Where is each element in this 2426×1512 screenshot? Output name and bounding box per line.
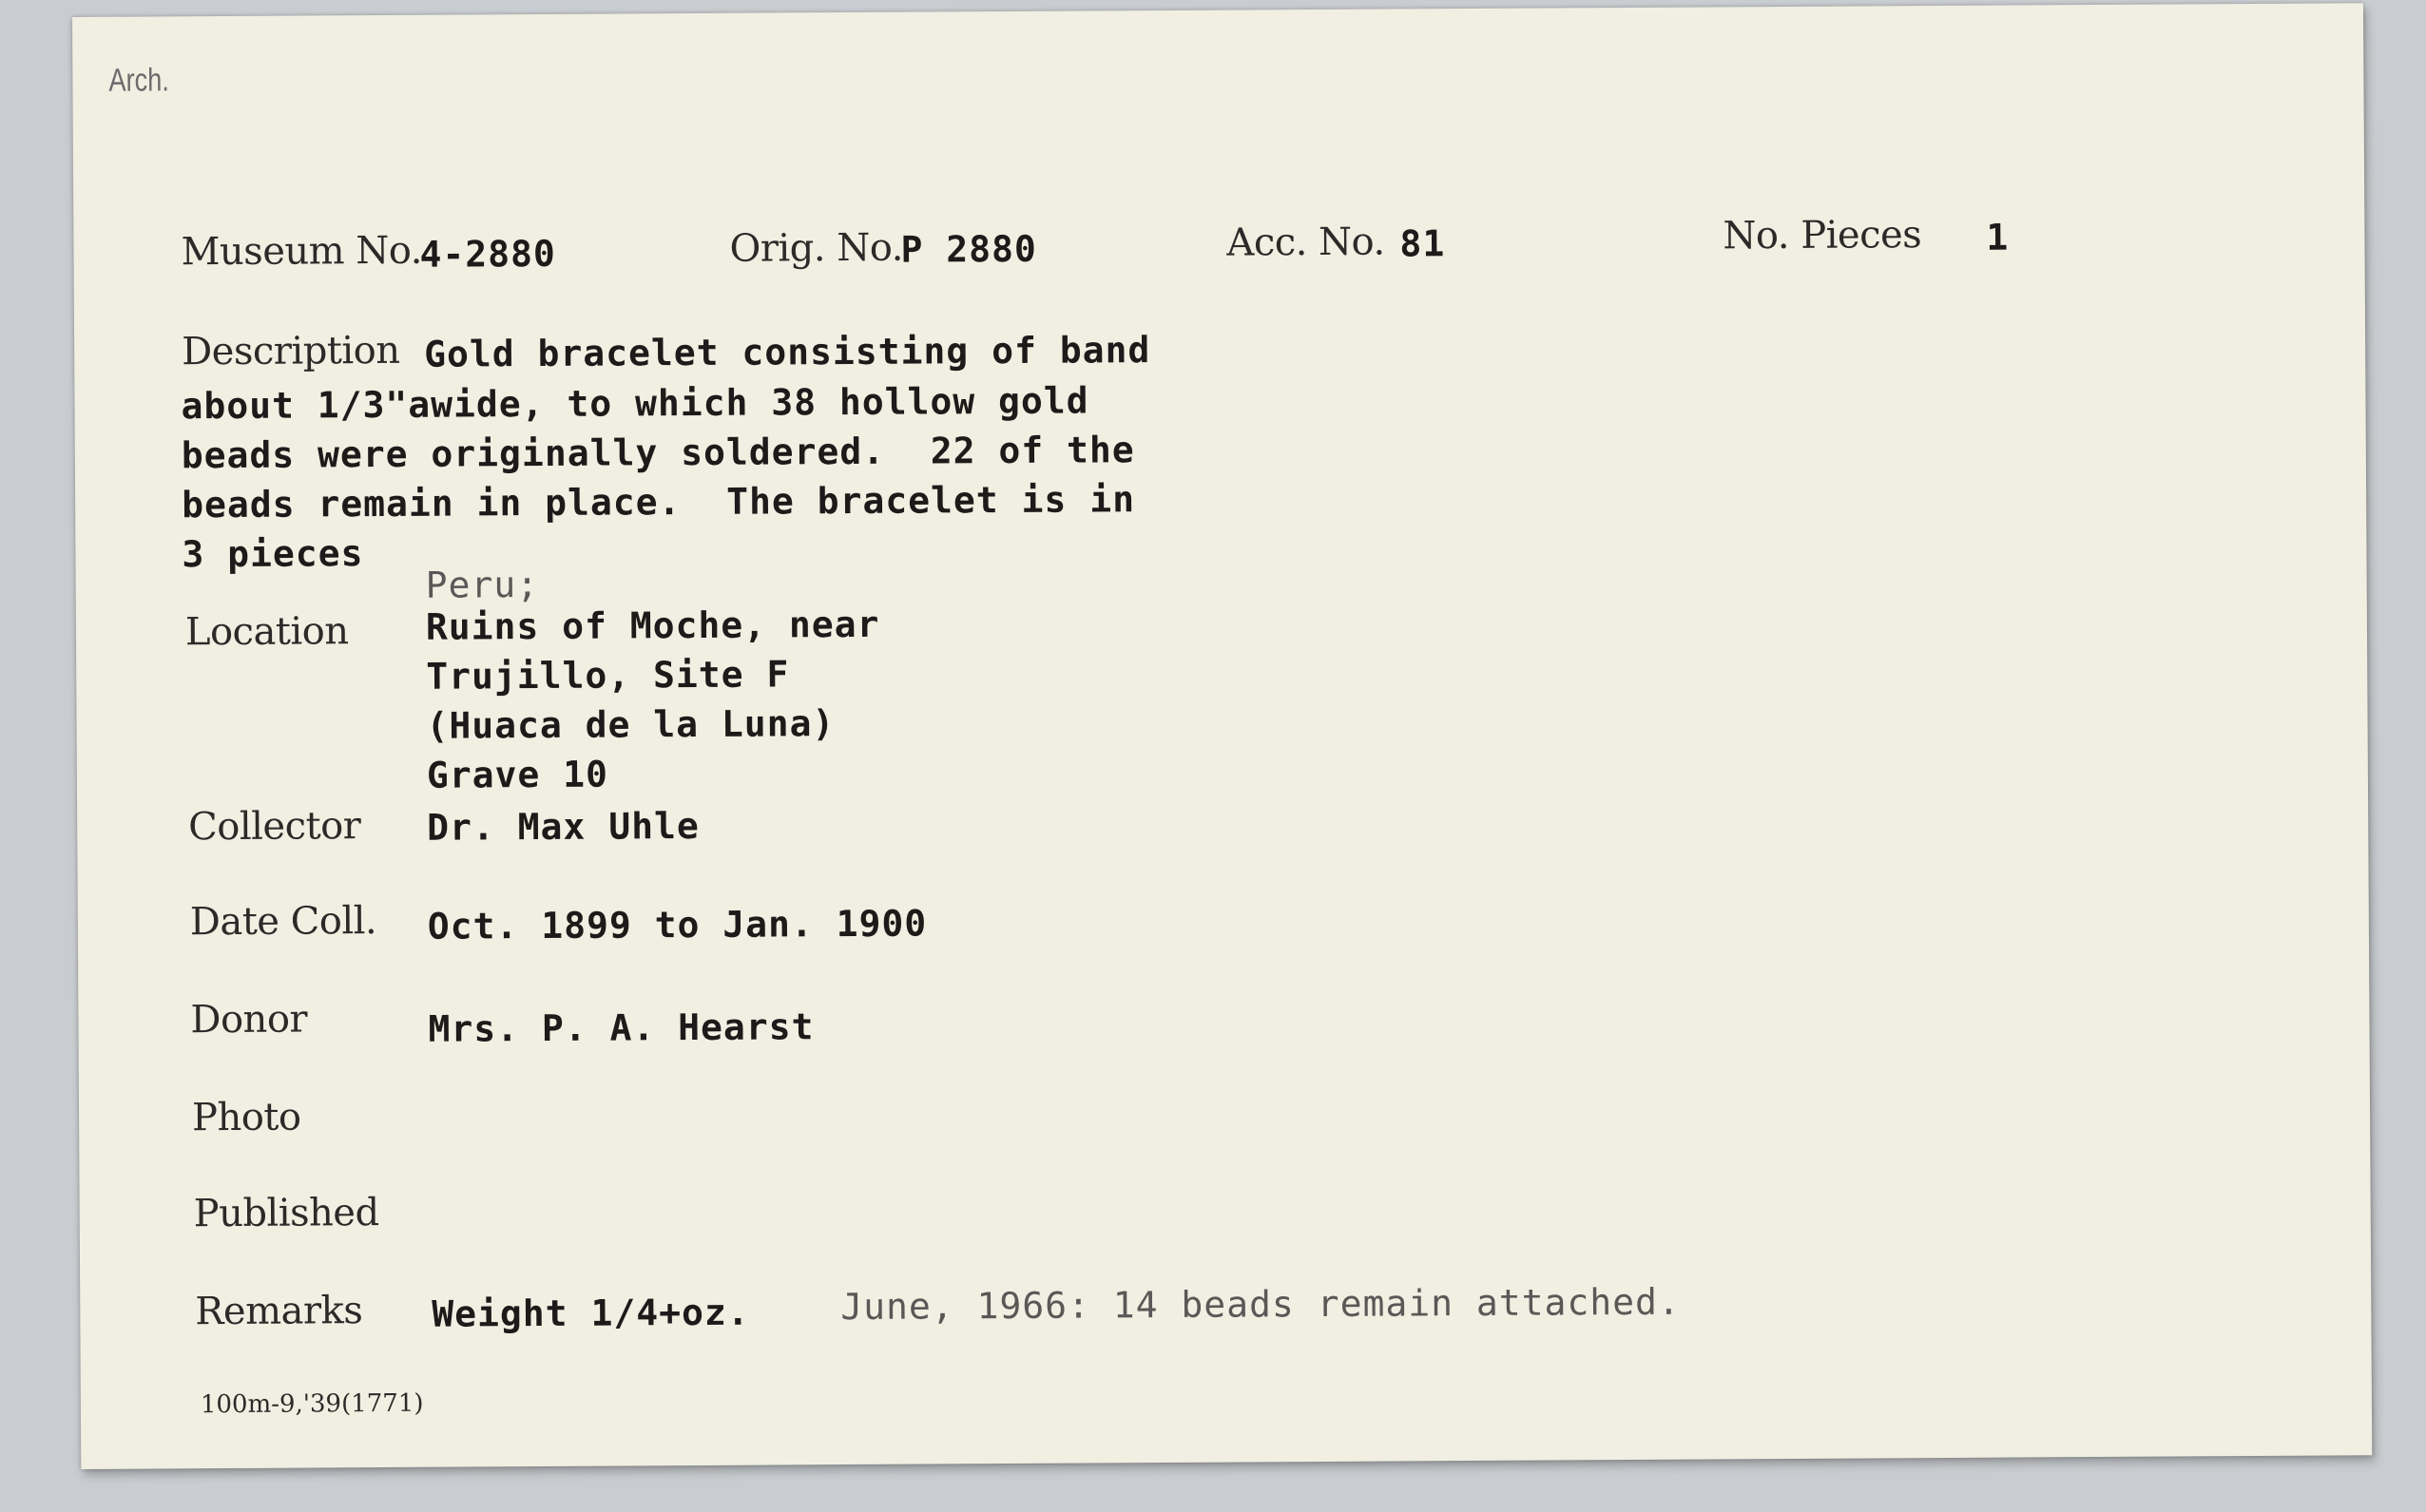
- orig-no-value: P 2880: [900, 227, 1037, 271]
- donor-value: Mrs. P. A. Hearst: [428, 1005, 815, 1050]
- donor-label: Donor: [190, 997, 308, 1043]
- photo-label: Photo: [191, 1095, 301, 1140]
- museum-no-value: 4-2880: [419, 232, 556, 276]
- location-line: (Huaca de la Luna): [426, 702, 836, 747]
- location-note: Peru;: [425, 564, 540, 606]
- remarks-value: Weight 1/4+oz.: [432, 1291, 750, 1335]
- collector-label: Collector: [188, 804, 361, 850]
- description-first-line: Gold bracelet consisting of band: [424, 329, 1151, 375]
- published-label: Published: [193, 1191, 379, 1236]
- description-line: about 1/3"awide, to which 38 hollow gold: [181, 379, 1089, 428]
- location-line: Trujillo, Site F: [426, 653, 790, 698]
- form-code: 100m-9,'39(1771): [200, 1388, 424, 1420]
- orig-no-label: Orig. No.: [729, 225, 903, 271]
- museum-no-label: Museum No.: [181, 228, 423, 275]
- date-coll-label: Date Coll.: [189, 899, 377, 945]
- date-coll-value: Oct. 1899 to Jan. 1900: [427, 902, 928, 947]
- corner-tag: Arch.: [108, 62, 170, 99]
- remarks-added-note: June, 1966: 14 beads remain attached.: [840, 1280, 1681, 1329]
- location-line: Ruins of Moche, near: [425, 603, 880, 648]
- catalog-card: [72, 3, 2372, 1469]
- location-line: Grave 10: [426, 753, 609, 796]
- location-text: [426, 600, 881, 800]
- location-label: Location: [184, 609, 349, 655]
- acc-no-value: 81: [1399, 222, 1446, 265]
- description-line: beads were originally soldered. 22 of the: [181, 429, 1135, 477]
- description-label: Description: [182, 328, 400, 374]
- description-text: [181, 375, 1135, 579]
- acc-no-label: Acc. No.: [1226, 220, 1385, 265]
- collector-value: Dr. Max Uhle: [427, 804, 700, 849]
- no-pieces-label: No. Pieces: [1723, 213, 1922, 258]
- description-line: beads remain in place. The bracelet is in: [182, 478, 1136, 526]
- remarks-label: Remarks: [195, 1289, 363, 1334]
- no-pieces-value: 1: [1986, 216, 2010, 258]
- description-line: 3 pieces: [182, 532, 364, 576]
